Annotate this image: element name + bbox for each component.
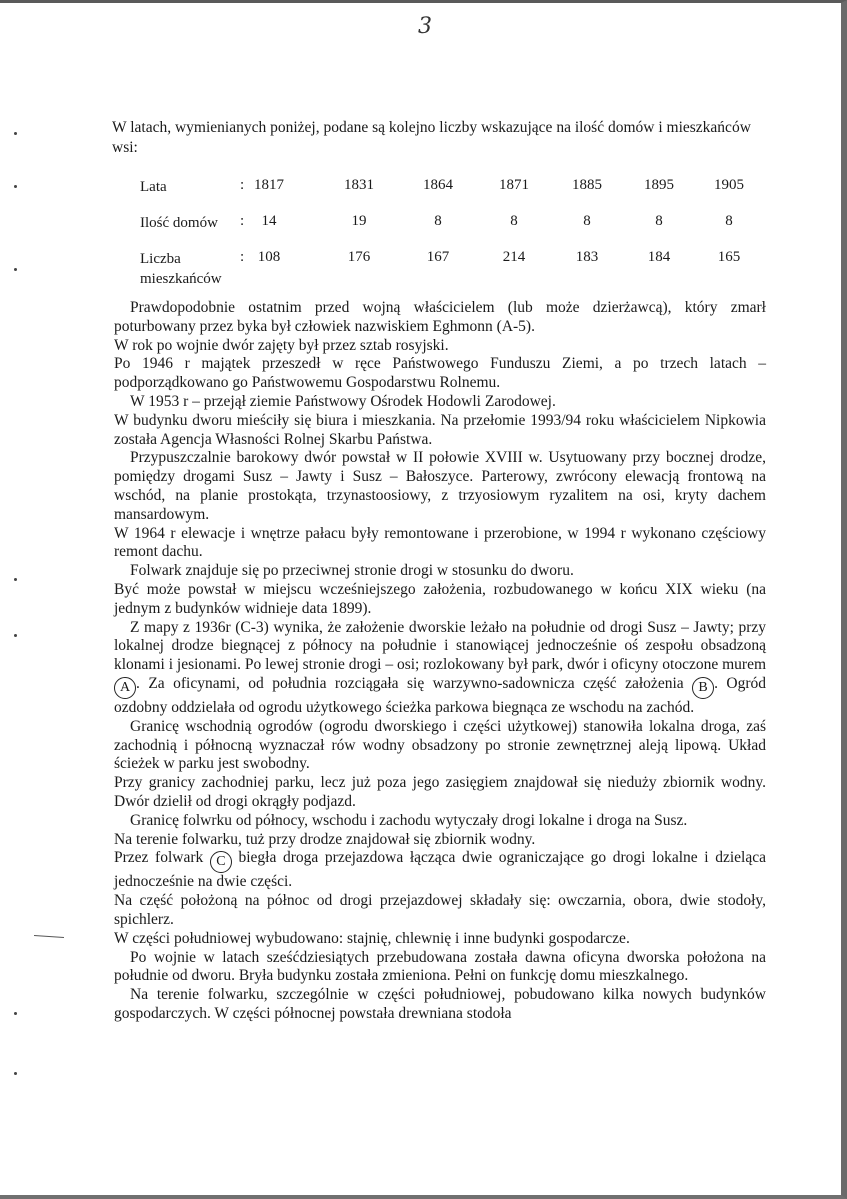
paragraph: W rok po wojnie dwór zajęty był przez sztab rosyjski.: [114, 336, 449, 354]
paragraph-part: biegła droga przejazdowa łącząca dwie ograniczające go drogi lokalne i dzieląca jednocześnie na dwie części.: [114, 849, 767, 891]
paragraph: W 1953 r – przejął ziemie Państwowy Ośrodek Hodowli Zarodowej.: [130, 392, 556, 410]
intro-text: W latach, wymienianych poniżej, podane są kolejno liczby wskazujące na ilość domów i mieszkańców wsi:: [112, 119, 751, 156]
paragraph-part: . Za oficynami, od południa rozciągała się warzywno-sadownicza część założenia: [136, 674, 684, 692]
marker-c: C: [210, 851, 232, 873]
table-cell: 165: [717, 249, 741, 265]
row-label: Ilość domów: [140, 215, 218, 231]
paragraph: Granicę folwrku od północy, wschodu i zachodu wytyczały drogi lokalne i droga na Susz.: [130, 811, 688, 829]
table-cell: 1905: [714, 177, 744, 193]
paragraph: Prawdopodobnie ostatnim przed wojną właścicielem (lub może dzierżawcą), który zmarł poturbowany przez byka był człowiek nazwiskiem Eghmonn (A-5).: [114, 299, 766, 335]
paragraph: Po wojnie w latach sześćdziesiątych przebudowana została dawna oficyna dworska położona na południe od dworu. Bryła budynku została zmieniona. Pełni on funkcję domu mieszkalnego.: [114, 948, 766, 985]
table-cell: 214: [502, 249, 526, 265]
margin-mark: [34, 935, 64, 938]
margin-dot: [14, 634, 17, 637]
marker-b: B: [692, 677, 714, 699]
table-cell: 8: [583, 213, 591, 229]
margin-dot: [14, 185, 17, 188]
paragraph-part: . Ogród ozdobny oddzielała od ogrodu użytkowego ścieżka parkowa biegnąca ze wschodu na zachód.: [114, 674, 767, 716]
paragraph: Być może powstał w miejscu wcześniejszego założenia, rozbudowanego w końcu XIX wieku (na jednym z budynków widnieje data 1899).: [114, 580, 766, 617]
paragraph: Na terenie folwarku, szczególnie w części południowej, pobudowano kilka nowych budynków gospodarczych. W części północnej powstała drewniana stodoła: [114, 986, 766, 1022]
table-cell: 183: [575, 249, 599, 265]
table-cell: 1831: [344, 177, 374, 193]
margin-dot: [14, 132, 17, 135]
table-row: [132, 213, 772, 253]
table-cell: 19: [351, 213, 367, 229]
row-colon: :: [240, 213, 245, 229]
paragraph: Przy granicy zachodniej parku, lecz już poza jego zasięgiem znajdował się nieduży zbiornik wodny. Dwór dzielił od drogi okrągły podjazd.: [114, 774, 766, 810]
table-cell: 14: [261, 213, 277, 229]
table-row: [132, 177, 772, 217]
table-cell: 184: [647, 249, 671, 265]
margin-dot: [14, 268, 17, 271]
table-cell: 1885: [572, 177, 602, 193]
table-cell: 8: [510, 213, 518, 229]
paragraph-part: Przez folwark: [114, 849, 204, 867]
paragraph: W 1964 r elewacje i wnętrze pałacu były remontowane i przerobione, w 1994 r wykonano częściowy remont dachu.: [114, 524, 766, 561]
paragraph-part: Z mapy z 1936r (C-3) wynika, że założenie dworskie leżało na południe od drogi Susz – Jawty; przy lokalnej drodze biegnącej z północy na południe i stanowiącej jednocześnie oś zespołu obsadzoną klonami i jesionami. Po lewej stronie drogi – osi; rozlokowany był park, dwór i oficyny otoczone murem: [114, 618, 766, 674]
paragraph: W budynku dworu mieściły się biura i mieszkania. Na przełomie 1993/94 roku właścicielem Nipkowia została Agencja Własności Rolnej Skarbu Państwa.: [114, 411, 766, 448]
row-colon: :: [240, 249, 245, 265]
paragraph: [114, 619, 766, 718]
table-cell: 176: [347, 249, 371, 265]
paragraph: Przypuszczalnie barokowy dwór powstał w II połowie XVIII w. Usytuowany przy bocznej drodze, pomiędzy drogami Susz – Jawty i Susz – Bałoszyce. Parterowy, zwrócony elewacją frontową na wschód, na planie prostokąta, trzynastoosiowy, z trzyosiowym ryzalitem na osi, kryty dachem mansardowym.: [114, 449, 766, 523]
table-cell: 1871: [499, 177, 529, 193]
table-row: [132, 249, 772, 289]
table-cell: 1817: [254, 177, 284, 193]
table-cell: 1895: [644, 177, 674, 193]
row-label: Liczba mieszkańców: [140, 251, 222, 287]
table-cell: 1864: [423, 177, 453, 193]
paragraph: Na część położoną na północ od drogi przejazdowej składały się: owczarnia, obora, dwie stodoły, spichlerz.: [114, 892, 766, 928]
table-cell: 8: [655, 213, 663, 229]
page-number: 3: [418, 14, 432, 39]
row-label: Lata: [140, 179, 167, 195]
paragraph: W części południowej wybudowano: stajnię, chlewnię i inne budynki gospodarcze.: [114, 929, 630, 947]
margin-dot: [14, 1012, 17, 1015]
table-cell: 8: [434, 213, 442, 229]
paragraph: Na terenie folwarku, tuż przy drodze znajdował się zbiornik wodny.: [114, 830, 536, 848]
paragraph: Folwark znajduje się po przeciwnej stronie drogi w stosunku do dworu.: [130, 562, 574, 580]
paragraph: [114, 849, 766, 892]
body-text: [114, 299, 766, 1024]
row-colon: :: [240, 177, 245, 193]
margin-dot: [14, 578, 17, 581]
paragraph: Po 1946 r majątek przeszedł w ręce Państwowego Funduszu Ziemi, a po trzech latach – podporządkowano go Państwowemu Gospodarstwu Rolnemu.: [114, 355, 766, 392]
paragraph: Granicę wschodnią ogrodów (ogrodu dworskiego i części użytkowej) stanowiła lokalna droga, zaś zachodnią i północną wyznaczał rów wodny obsadzony po stronie zewnętrznej aleją lipową. Układ ścieżek w parku jest swobodny.: [114, 717, 766, 773]
table-cell: 167: [426, 249, 450, 265]
margin-dot: [14, 1072, 17, 1075]
table-cell: 8: [725, 213, 733, 229]
marker-a: A: [114, 677, 136, 699]
table-cell: 108: [257, 249, 281, 265]
